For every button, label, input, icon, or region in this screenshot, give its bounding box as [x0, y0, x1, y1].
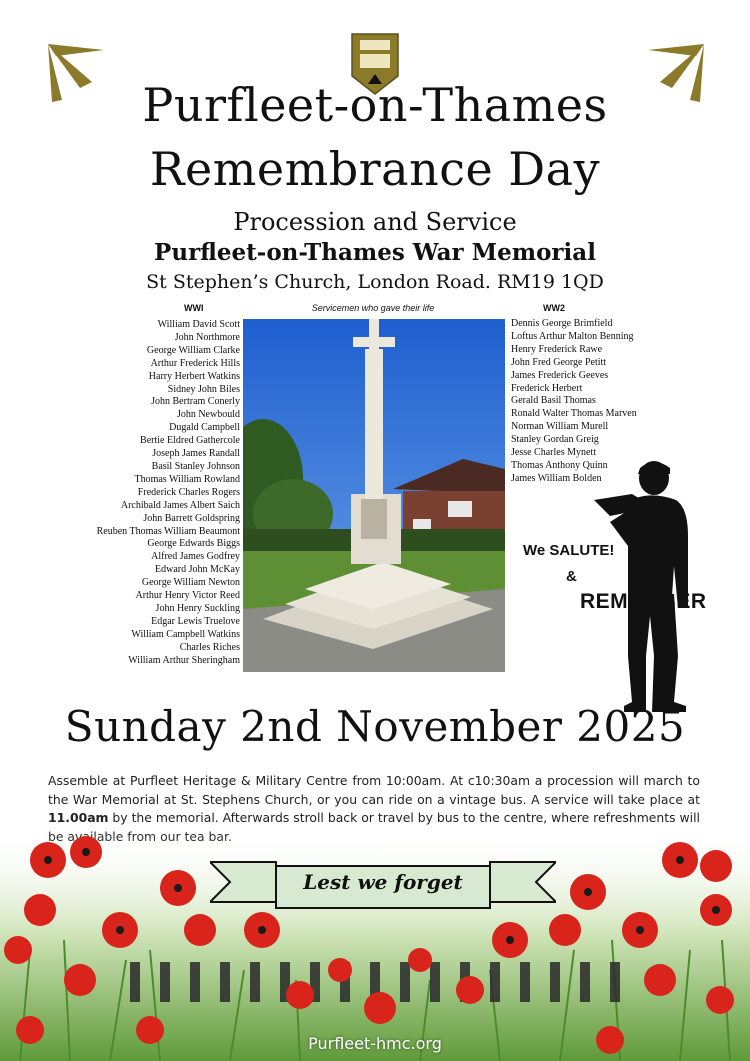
list-item: John Bertram Conerly [151, 396, 240, 408]
list-item: John Barrett Goldspring [143, 512, 240, 524]
event-date: Sunday 2nd November 2025 [64, 702, 686, 751]
ww1-names-list [60, 319, 240, 667]
list-item: James William Bolden [511, 472, 602, 484]
list-item: Sidney John Biles [167, 383, 240, 395]
list-item: John Henry Suckling [155, 602, 240, 614]
list-item: Dugald Campbell [169, 422, 240, 434]
list-item: Arthur Frederick Hills [150, 357, 240, 369]
saluting-soldier-icon [588, 456, 700, 712]
banner-text: Lest we forget [303, 870, 463, 894]
salute-line1: We SALUTE! [523, 542, 615, 559]
list-item: Thomas Anthony Quinn [511, 459, 608, 471]
list-item: Frederick Charles Rogers [137, 486, 240, 498]
list-item: Harry Herbert Watkins [148, 370, 240, 382]
list-item: Edward John McKay [155, 564, 240, 576]
list-item: Bertie Eldred Gathercole [140, 435, 240, 447]
salute-line3: REMEMBER [580, 590, 707, 613]
list-item: Dennis George Brimfield [511, 318, 613, 329]
list-item: Basil Stanley Johnson [151, 460, 240, 472]
list-item: James Frederick Geeves [511, 369, 609, 381]
address: St Stephen’s Church, London Road. RM19 1QD [146, 271, 604, 293]
memorial-name: Purfleet-on-Thames War Memorial [154, 239, 596, 266]
list-item: John Fred George Petitt [511, 356, 607, 368]
list-item: Henry Frederick Rawe [511, 343, 603, 355]
list-item: Alfred James Godfrey [151, 551, 240, 563]
list-item: George William Newton [141, 577, 240, 589]
list-item: John Northmore [174, 331, 240, 343]
list-item: Charles Riches [179, 641, 240, 653]
list-item: William Arthur Sheringham [128, 654, 240, 666]
list-item: Jesse Charles Mynett [511, 447, 596, 459]
list-item: Norman William Murell [511, 421, 609, 433]
event-details: Assemble at Purfleet Heritage & Military Centre from 10:00am. At c10:30am a procession will march to the War Memorial at St. Stephens Church, or you can ride on a vintage bus. A service will take place at 11.00am by the memorial. Afterwards stroll back or travel by bus to the centre, where refreshments will [48, 773, 700, 826]
page-title-line1: Purfleet-on-Thames [142, 78, 608, 132]
ww1-heading: WWI [184, 303, 204, 313]
list-item: George Edwards Biggs [147, 538, 240, 550]
list-item: Thomas William Rowland [134, 473, 240, 485]
service-time: 11.00am [48, 810, 109, 826]
list-item: Joseph James Randall [152, 448, 240, 460]
list-caption: Servicemen who gave their life [311, 303, 435, 313]
list-item: William Campbell Watkins [131, 628, 240, 640]
event-subtitle: Procession and Service [233, 208, 517, 236]
list-item: Arthur Henry Victor Reed [135, 590, 240, 602]
list-item: Edgar Lewis Truelove [151, 615, 240, 627]
salute-line2: & [566, 568, 577, 585]
list-item: Ronald Walter Thomas Marven [511, 408, 637, 420]
website-link[interactable]: Purfleet-hmc.org [308, 1034, 442, 1053]
list-item: Loftus Arthur Malton Benning [511, 330, 634, 342]
page-title-line2: Remembrance Day [149, 142, 601, 196]
list-item: Archibald James Albert Saich [120, 499, 240, 511]
list-item: William David Scott [157, 319, 240, 330]
list-item: John Newbould [176, 409, 240, 421]
war-memorial-photo [243, 319, 505, 672]
list-item: Frederick Herbert [511, 382, 583, 394]
list-item: Stanley Gordan Greig [511, 434, 599, 446]
ww2-heading: WW2 [543, 303, 565, 313]
list-item: Reuben Thomas William Beaumont [96, 525, 240, 537]
list-item: Gerald Basil Thomas [511, 395, 596, 407]
list-item: George William Clarke [146, 344, 240, 356]
